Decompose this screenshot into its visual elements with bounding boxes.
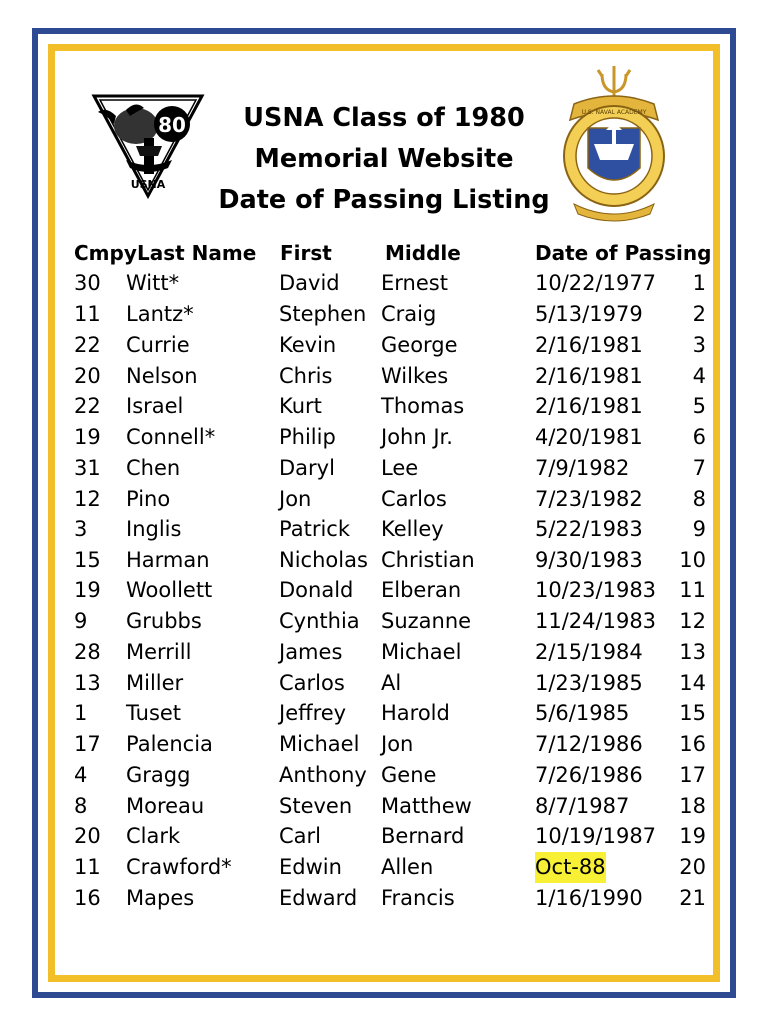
header-date-of-passing: Date of Passing	[535, 241, 712, 265]
cell-last-name: Merrill	[126, 640, 192, 664]
cell-last-name: Witt*	[126, 271, 180, 295]
cell-date: 2/16/1981	[535, 333, 643, 357]
cell-cmpy: 31	[74, 456, 101, 480]
cell-middle: Carlos	[381, 487, 447, 511]
cell-middle: Jon	[381, 732, 414, 756]
cell-last-name: Woollett	[126, 578, 213, 602]
cell-first: Carlos	[279, 671, 345, 695]
cell-middle: Gene	[381, 763, 437, 787]
header-middle: Middle	[385, 241, 461, 265]
cell-middle: Bernard	[381, 824, 465, 848]
cell-number: 5	[692, 394, 706, 418]
cell-date: 7/26/1986	[535, 763, 643, 787]
header-last-name: Last Name	[137, 241, 257, 265]
table-row	[0, 821, 768, 852]
naval-academy-seal-logo	[554, 64, 674, 224]
cell-last-name: Nelson	[126, 364, 198, 388]
cell-cmpy: 19	[74, 425, 101, 449]
cell-first: Patrick	[279, 517, 350, 541]
cell-number: 6	[692, 425, 706, 449]
crest-usna-text: USNA	[130, 178, 166, 191]
cell-first: James	[279, 640, 343, 664]
cell-cmpy: 15	[74, 548, 101, 572]
cell-last-name: Gragg	[126, 763, 191, 787]
table-row	[0, 299, 768, 330]
cell-date: 7/9/1982	[535, 456, 630, 480]
cell-cmpy: 9	[74, 609, 88, 633]
cell-cmpy: 4	[74, 763, 88, 787]
table-row	[0, 760, 768, 791]
cell-last-name: Lantz*	[126, 302, 194, 326]
table-row	[0, 453, 768, 484]
table-row	[0, 361, 768, 392]
cell-number: 13	[679, 640, 706, 664]
cell-number: 19	[679, 824, 706, 848]
cell-cmpy: 11	[74, 302, 101, 326]
cell-middle: Lee	[381, 456, 419, 480]
table-row	[0, 391, 768, 422]
table-row	[0, 729, 768, 760]
cell-last-name: Harman	[126, 548, 210, 572]
cell-cmpy: 20	[74, 364, 101, 388]
table-row	[0, 268, 768, 299]
cell-date: 1/23/1985	[535, 671, 643, 695]
cell-last-name: Clark	[126, 824, 181, 848]
cell-first: Jeffrey	[279, 701, 347, 725]
cell-date: 5/22/1983	[535, 517, 643, 541]
cell-last-name: Mapes	[126, 886, 195, 910]
cell-middle: George	[381, 333, 458, 357]
cell-middle: Matthew	[381, 794, 472, 818]
cell-first: Daryl	[279, 456, 335, 480]
cell-first: Nicholas	[279, 548, 368, 572]
cell-middle: Francis	[381, 886, 455, 910]
cell-middle: Craig	[381, 302, 437, 326]
cell-date: 4/20/1981	[535, 425, 643, 449]
cell-middle: Harold	[381, 701, 450, 725]
cell-middle: Allen	[381, 855, 434, 879]
cell-middle: Thomas	[381, 394, 465, 418]
cell-first: Steven	[279, 794, 353, 818]
cell-cmpy: 17	[74, 732, 101, 756]
cell-cmpy: 13	[74, 671, 101, 695]
cell-number: 8	[692, 487, 706, 511]
cell-number: 11	[679, 578, 706, 602]
cell-first: Michael	[279, 732, 360, 756]
cell-middle: Ernest	[381, 271, 448, 295]
cell-number: 10	[679, 548, 706, 572]
cell-number: 9	[692, 517, 706, 541]
table-row	[0, 791, 768, 822]
cell-date: 11/24/1983	[535, 609, 657, 633]
cell-number: 14	[679, 671, 706, 695]
header-first: First	[280, 241, 332, 265]
cell-date: 10/23/1983	[535, 578, 657, 602]
cell-cmpy: 19	[74, 578, 101, 602]
cell-first: Stephen	[279, 302, 367, 326]
seal-text: U.S. NAVAL ACADEMY	[581, 109, 647, 116]
table-row	[0, 514, 768, 545]
cell-date: 10/19/1987	[535, 824, 657, 848]
cell-last-name: Grubbs	[126, 609, 202, 633]
cell-date: 2/16/1981	[535, 364, 643, 388]
cell-date: 5/6/1985	[535, 701, 630, 725]
cell-last-name: Israel	[126, 394, 184, 418]
cell-middle: Elberan	[381, 578, 462, 602]
cell-cmpy: 16	[74, 886, 101, 910]
cell-cmpy: 1	[74, 701, 88, 725]
cell-number: 18	[679, 794, 706, 818]
table-header-row	[0, 238, 768, 269]
cell-number: 1	[692, 271, 706, 295]
table-row	[0, 545, 768, 576]
table-row	[0, 575, 768, 606]
cell-middle: Suzanne	[381, 609, 472, 633]
title-line-3: Date of Passing Listing	[218, 185, 550, 215]
cell-last-name: Pino	[126, 487, 171, 511]
cell-middle: Michael	[381, 640, 462, 664]
cell-number: 3	[692, 333, 706, 357]
cell-number: 12	[679, 609, 706, 633]
cell-number: 2	[692, 302, 706, 326]
table-row	[0, 883, 768, 914]
cell-last-name: Inglis	[126, 517, 182, 541]
cell-first: Kurt	[279, 394, 322, 418]
crest-80-text: 80	[158, 113, 186, 137]
cell-date-highlighted: Oct-88	[535, 852, 606, 883]
table-row	[0, 606, 768, 637]
cell-cmpy: 20	[74, 824, 101, 848]
cell-date: 5/13/1979	[535, 302, 643, 326]
cell-cmpy: 11	[74, 855, 101, 879]
cell-first: Edward	[279, 886, 358, 910]
cell-number: 16	[679, 732, 706, 756]
cell-cmpy: 12	[74, 487, 101, 511]
cell-first: Carl	[279, 824, 321, 848]
table-row	[0, 422, 768, 453]
cell-number: 20	[679, 855, 706, 879]
table-row	[0, 698, 768, 729]
cell-first: Chris	[279, 364, 333, 388]
cell-middle: Christian	[381, 548, 475, 572]
title-line-1: USNA Class of 1980	[243, 103, 525, 133]
cell-first: Cynthia	[279, 609, 360, 633]
cell-date: 1/16/1990	[535, 886, 643, 910]
cell-cmpy: 28	[74, 640, 101, 664]
cell-middle: John Jr.	[381, 425, 453, 449]
cell-date: 2/16/1981	[535, 394, 643, 418]
cell-first: Jon	[279, 487, 312, 511]
cell-date: 7/23/1982	[535, 487, 643, 511]
cell-cmpy: 8	[74, 794, 88, 818]
cell-first: Donald	[279, 578, 354, 602]
cell-first: Anthony	[279, 763, 367, 787]
cell-cmpy: 3	[74, 517, 88, 541]
cell-middle: Kelley	[381, 517, 444, 541]
cell-first: Edwin	[279, 855, 342, 879]
cell-last-name: Connell*	[126, 425, 216, 449]
header-cmpy: Cmpy	[74, 241, 137, 265]
cell-date: 8/7/1987	[535, 794, 630, 818]
cell-last-name: Tuset	[126, 701, 182, 725]
cell-middle: Wilkes	[381, 364, 449, 388]
table-row	[0, 668, 768, 699]
cell-number: 15	[679, 701, 706, 725]
cell-last-name: Miller	[126, 671, 184, 695]
cell-number: 21	[679, 886, 706, 910]
cell-last-name: Palencia	[126, 732, 213, 756]
cell-last-name: Currie	[126, 333, 190, 357]
cell-date: 2/15/1984	[535, 640, 643, 664]
table-row	[0, 852, 768, 883]
cell-first: Philip	[279, 425, 336, 449]
cell-last-name: Crawford*	[126, 855, 232, 879]
cell-date: 9/30/1983	[535, 548, 643, 572]
cell-date: 7/12/1986	[535, 732, 643, 756]
cell-last-name: Moreau	[126, 794, 205, 818]
cell-last-name: Chen	[126, 456, 181, 480]
cell-number: 17	[679, 763, 706, 787]
cell-number: 7	[692, 456, 706, 480]
table-row	[0, 637, 768, 668]
title-line-2: Memorial Website	[254, 144, 514, 174]
cell-cmpy: 22	[74, 394, 101, 418]
cell-middle: Al	[381, 671, 402, 695]
cell-first: Kevin	[279, 333, 337, 357]
table-row	[0, 330, 768, 361]
cell-date: 10/22/1977	[535, 271, 657, 295]
cell-first: David	[279, 271, 340, 295]
cell-cmpy: 22	[74, 333, 101, 357]
table-row	[0, 484, 768, 515]
cell-number: 4	[692, 364, 706, 388]
cell-cmpy: 30	[74, 271, 101, 295]
